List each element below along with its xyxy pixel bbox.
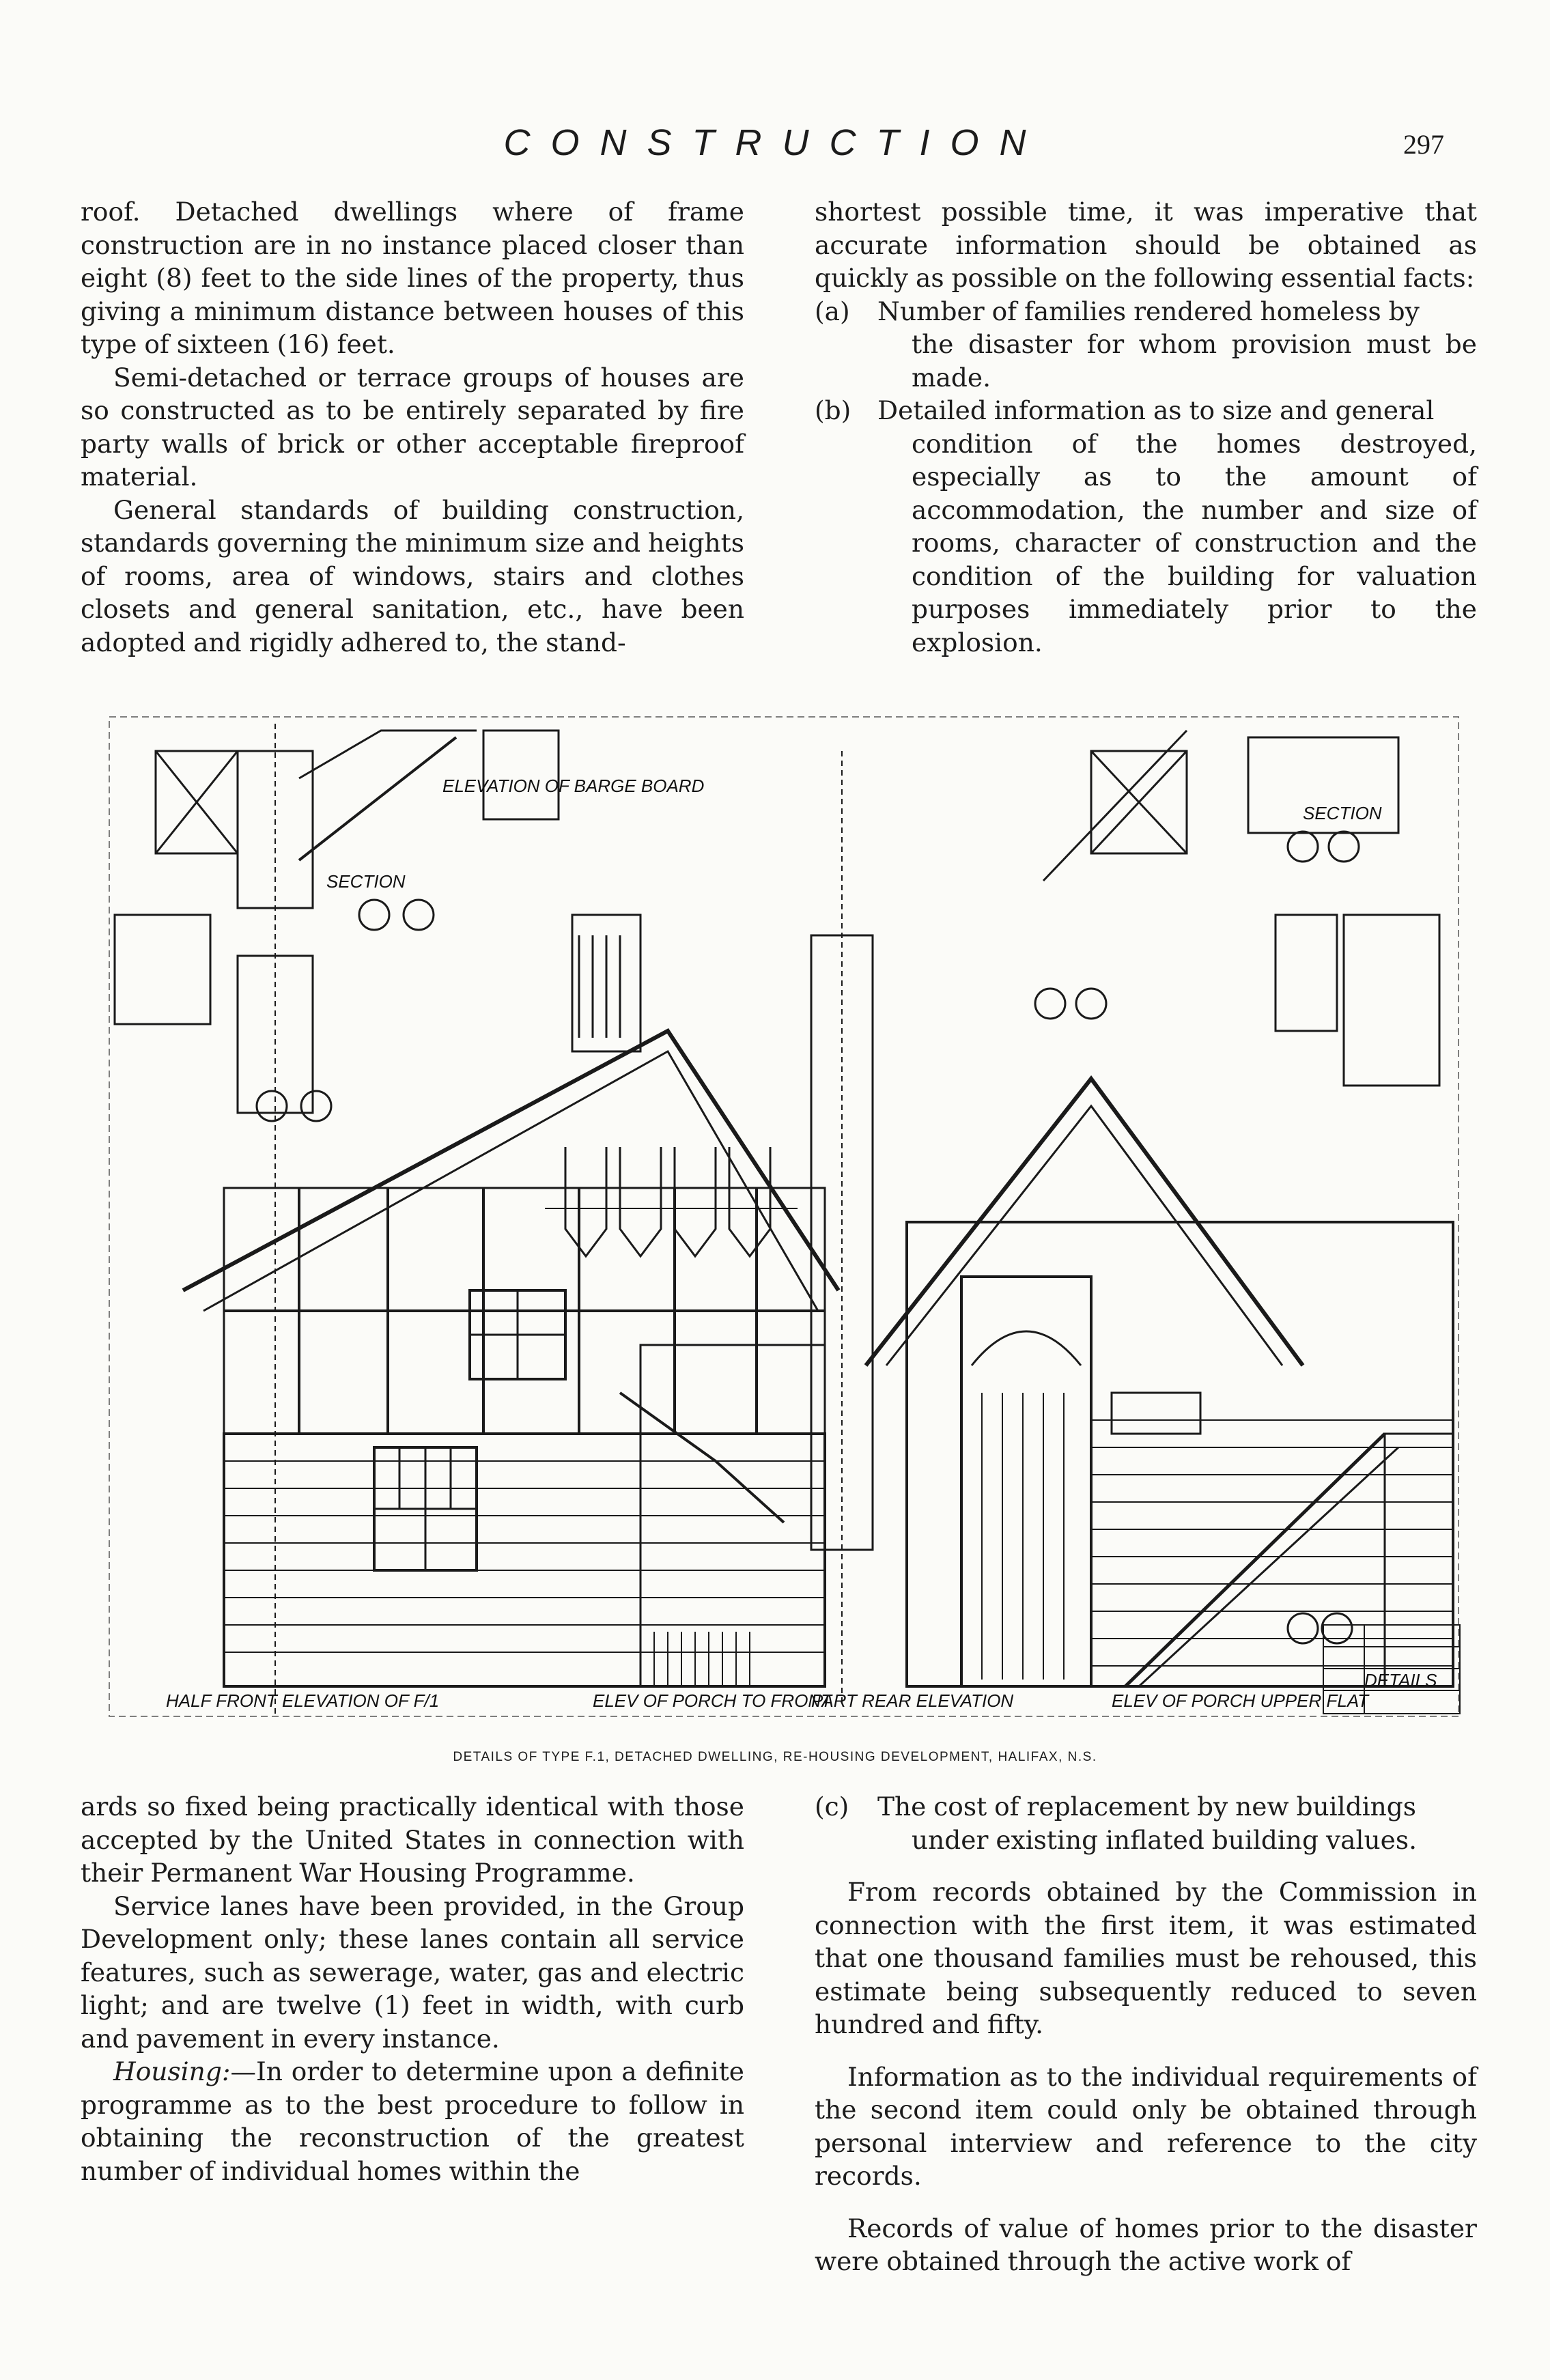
- left-house-elevation: [183, 1031, 839, 1686]
- page-number: 297: [1403, 129, 1444, 160]
- list-item-continuation: the disaster for whom provision must be made.: [912, 329, 1477, 393]
- paragraph: Information as to the individual requirements of the second item could only be obtained through personal interview and reference to the city records.: [815, 2061, 1477, 2191]
- paragraph: Service lanes have been provided, in the Group Development only; these lanes contain all service features, such as sewerage, water, gas and electric light; and are twelve (1) feet in width, with curb and pavement in every instance.: [81, 1890, 744, 2054]
- architectural-drawing-figure: [101, 710, 1467, 1727]
- elevation-drawing: [101, 710, 1467, 1727]
- text-column-bottom-left: [81, 1790, 744, 2187]
- run-in-heading: Housing:: [113, 2056, 231, 2086]
- label-elevation-barge: ELEVATION OF BARGE BOARD: [442, 776, 705, 796]
- paragraph: General standards of building construction, standards governing the minimum size and heights of rooms, area of windows, stairs and clothes closets and general sanitation, etc., have been adopted and rigidly adhered to, the stand-: [81, 494, 744, 657]
- bracket-details: [545, 1147, 798, 1256]
- paragraph: From records obtained by the Commission in connection with the first item, it was estimated that one thousand families must be rehoused, this estimate being subsequently reduced to seven hundred and fifty.: [815, 1877, 1477, 2039]
- paragraph: shortest possible time, it was imperative that accurate information should be obtained as quickly as possible on the following essential facts:: [815, 197, 1477, 293]
- paragraph: Records of value of homes prior to the disaster were obtained through the active work of: [815, 2213, 1477, 2276]
- list-item-first-line: Detailed information as to size and general: [877, 395, 1435, 425]
- list-item-c: [815, 1790, 1477, 1856]
- text-column-top-right: [815, 195, 1477, 659]
- running-header-title: CONSTRUCTION: [503, 122, 1047, 163]
- list-item-a: [815, 295, 1477, 395]
- paragraph-text: —In order to determine upon a definite programme as to the best procedure to follow in obtaining the reconstruction of the greatest number of individual homes within the: [81, 2056, 744, 2186]
- label-half-front-elevation: HALF FRONT ELEVATION OF F/1: [166, 1690, 440, 1711]
- paragraph: ards so fixed being practically identical with those accepted by the United States in connection with their Permanent War Housing Programme.: [81, 1791, 744, 1888]
- list-item-continuation: condition of the homes destroyed, especially as to the amount of accommodation, the number and size of rooms, character of construction and the condition of the building for valuation purposes immediately prior to the explosion.: [912, 428, 1477, 657]
- right-house-elevation: [811, 751, 1453, 1707]
- paragraph: Semi-detached or terrace groups of houses are so constructed as to be entirely separated by fire party walls of brick or other acceptable fireproof material.: [81, 362, 744, 492]
- paragraph: roof. Detached dwellings where of frame construction are in no instance placed closer than eight (8) feet to the side lines of the property, thus giving a minimum distance between houses of this type of sixteen (16) feet.: [81, 197, 744, 359]
- paragraph: [81, 2055, 744, 2187]
- list-item-first-line: The cost of replacement by new buildings: [877, 1791, 1417, 1822]
- text-column-bottom-right: [815, 1790, 1477, 2278]
- label-part-rear-elevation: PART REAR ELEVATION: [811, 1690, 1014, 1711]
- figure-caption: DETAILS OF TYPE F.1, DETACHED DWELLING, RE-HOUSING DEVELOPMENT, HALIFAX, N.S.: [453, 1750, 1097, 1764]
- section-details-top-right: [1035, 731, 1439, 1086]
- label-porch-upper: ELEV OF PORCH UPPER FLAT: [1112, 1690, 1369, 1711]
- list-item-continuation: under existing inflated building values.: [912, 1824, 1418, 1855]
- list-item-first-line: Number of families rendered homeless by: [877, 296, 1420, 326]
- list-marker: (a): [815, 296, 850, 326]
- label-section: SECTION: [1303, 803, 1382, 823]
- text-column-top-left: [81, 195, 744, 659]
- list-marker: (c): [815, 1791, 849, 1822]
- label-section: SECTION: [326, 871, 406, 892]
- label-porch-front: ELEV OF PORCH TO FRONT: [593, 1690, 832, 1711]
- list-item-b: [815, 394, 1477, 659]
- label-details: DETAILS: [1364, 1670, 1437, 1690]
- list-marker: (b): [815, 395, 851, 425]
